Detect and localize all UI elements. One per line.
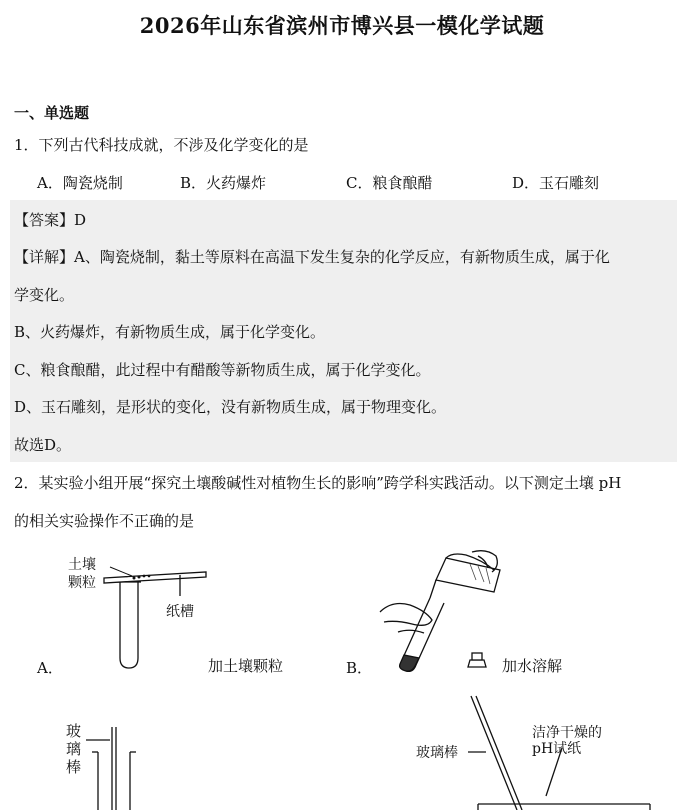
question-2-stem-line2: 的相关实验操作不正确的是 xyxy=(14,512,195,530)
q2-option-a-letter: A． xyxy=(37,659,63,677)
fig-d-label-paper-line2: pH试纸 xyxy=(532,741,582,757)
section-heading: 一、单选题 xyxy=(14,104,90,122)
q1-answer: 【答案】D xyxy=(14,211,87,229)
q1-explain-d: D、玉石雕刻，是形状的变化，没有新物质生成，属于物理变化。 xyxy=(14,398,447,416)
q1-option-d: D．玉石雕刻 xyxy=(512,174,600,192)
question-1-stem: 1．下列古代科技成就，不涉及化学变化的是 xyxy=(14,136,309,154)
q1-option-b: B．火药爆炸 xyxy=(180,174,267,192)
q1-conclusion: 故选D。 xyxy=(14,436,72,454)
fig-a-label-particle: 颗粒 xyxy=(68,575,96,591)
fig-c-label-char3: 棒 xyxy=(66,758,82,776)
fig-c-label-char2: 璃 xyxy=(66,740,82,758)
question-2-stem-line1: 2．某实验小组开展“探究土壤酸碱性对植物生长的影响”跨学科实践活动。以下测定土壤 pH xyxy=(14,474,622,492)
fig-a-label-soil: 土壤 xyxy=(68,557,96,573)
q1-explain-a-line2: 学变化。 xyxy=(14,286,75,304)
q2-option-b-caption: 加水溶解 xyxy=(502,657,563,675)
fig-d-label-paper-line1: 洁净干燥的 xyxy=(532,725,602,741)
fig-a-label-trough: 纸槽 xyxy=(166,604,194,620)
q1-option-a: A．陶瓷烧制 xyxy=(37,174,123,192)
q1-option-c: C．粮食酿醋 xyxy=(346,174,433,192)
page-title: 2026年山东省滨州市博兴县一模化学试题 xyxy=(139,13,545,38)
fig-c-label-char1: 玻 xyxy=(66,722,82,740)
q1-explain-c: C、粮食酿醋，此过程中有醋酸等新物质生成，属于化学变化。 xyxy=(14,361,431,379)
q2-option-a-caption: 加土壤颗粒 xyxy=(208,657,284,675)
q1-explain-a-line1: 【详解】A、陶瓷烧制，黏土等原料在高温下发生复杂的化学反应，有新物质生成，属于化 xyxy=(14,248,610,266)
q1-explain-b: B、火药爆炸，有新物质生成，属于化学变化。 xyxy=(14,323,326,341)
q2-option-b-letter: B． xyxy=(346,659,373,677)
fig-d-label-rod: 玻璃棒 xyxy=(416,745,458,761)
